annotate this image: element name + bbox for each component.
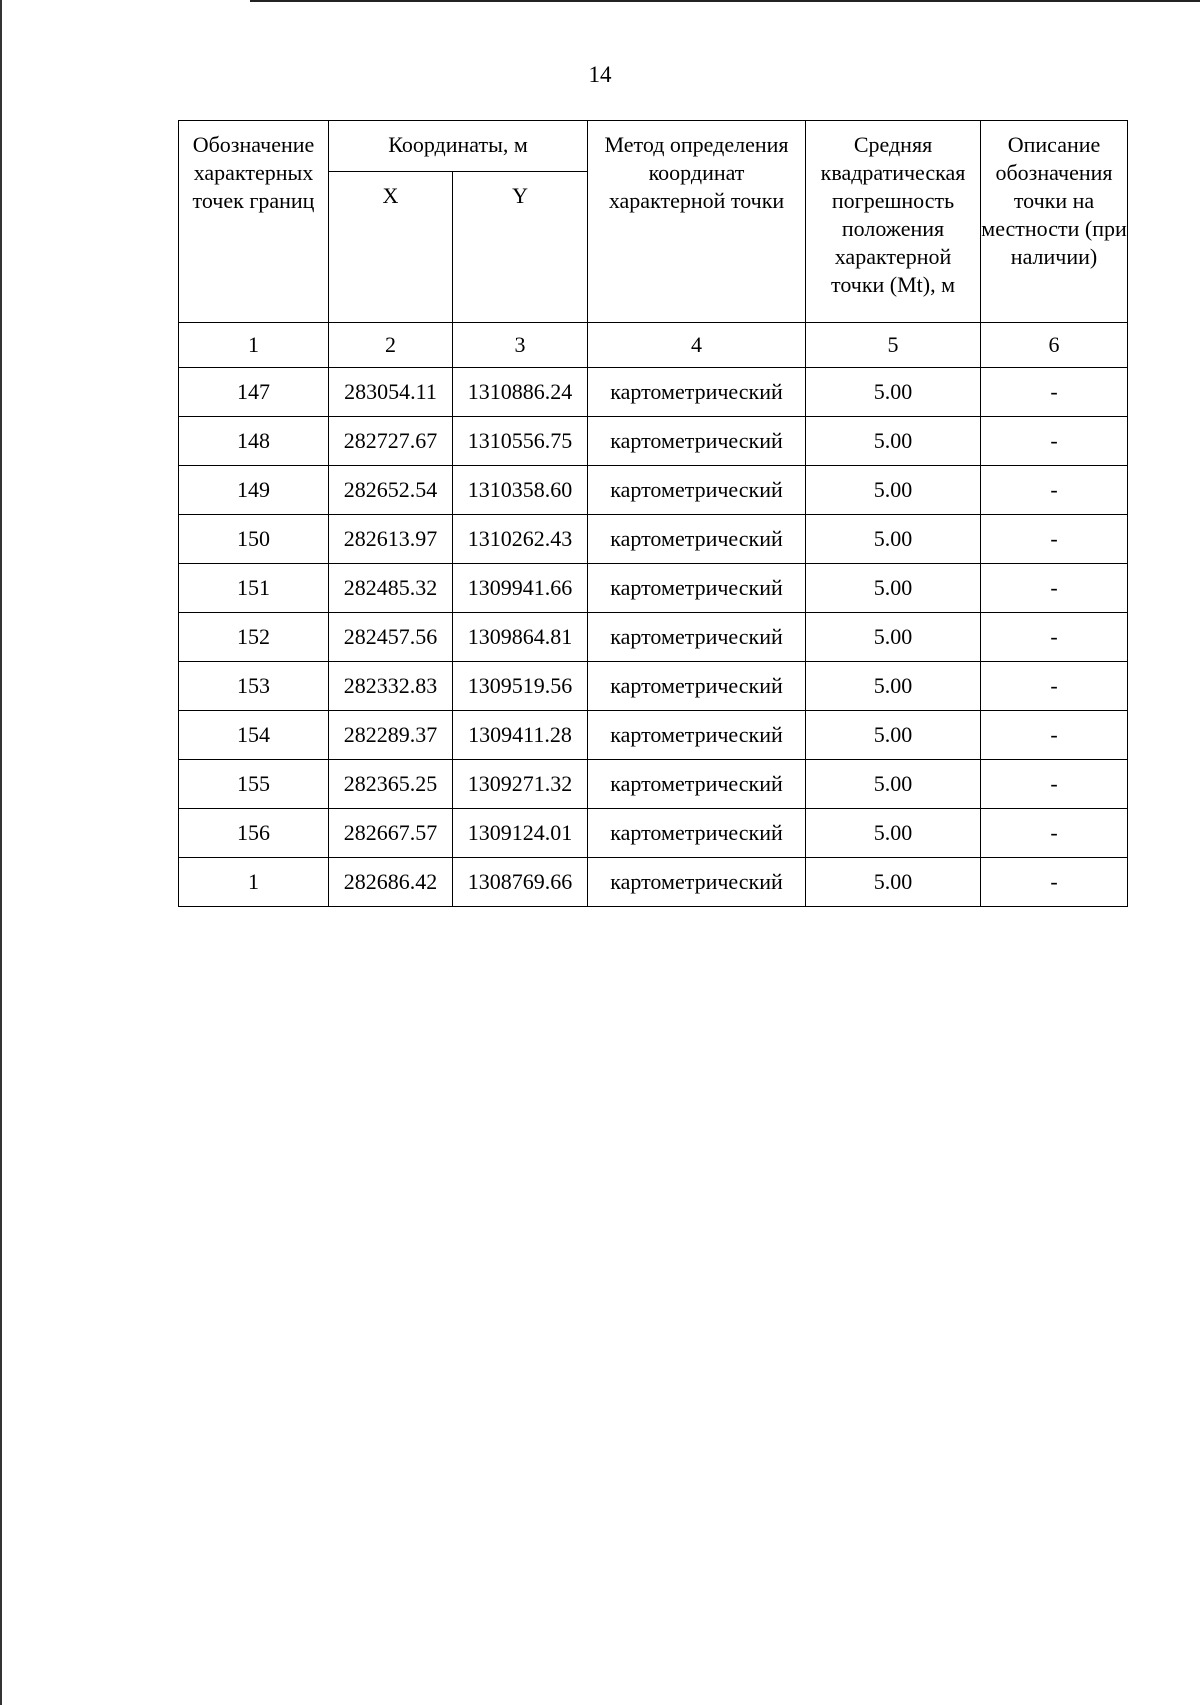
x-coordinate-cell: 282365.25 [329,760,453,809]
y-coordinate-cell: 1309941.66 [453,564,588,613]
table-body [179,368,1128,907]
method-cell: картометрический [588,760,806,809]
point-cell: 1 [179,858,329,907]
point-cell: 153 [179,662,329,711]
scan-edge-top [250,0,1200,2]
header-x: X [329,172,453,323]
error-cell: 5.00 [806,564,981,613]
y-coordinate-cell: 1309124.01 [453,809,588,858]
y-coordinate-cell: 1310262.43 [453,515,588,564]
error-cell: 5.00 [806,417,981,466]
method-cell: картометрический [588,417,806,466]
table-row [179,662,1128,711]
table-row [179,515,1128,564]
table-row [179,564,1128,613]
method-cell: картометрический [588,858,806,907]
error-cell: 5.00 [806,466,981,515]
description-cell: - [981,760,1128,809]
column-number-row [179,323,1128,368]
description-cell: - [981,613,1128,662]
description-cell: - [981,711,1128,760]
point-cell: 151 [179,564,329,613]
header-error: Средняя квадратическая погрешность положения характерной точки (Mt), м [806,121,981,323]
point-cell: 154 [179,711,329,760]
x-coordinate-cell: 282289.37 [329,711,453,760]
column-number: 1 [179,323,329,368]
column-number: 6 [981,323,1128,368]
y-coordinate-cell: 1309864.81 [453,613,588,662]
method-cell: картометрический [588,662,806,711]
header-y: Y [453,172,588,323]
description-cell: - [981,466,1128,515]
point-cell: 152 [179,613,329,662]
table-row [179,809,1128,858]
column-number: 4 [588,323,806,368]
column-number: 3 [453,323,588,368]
error-cell: 5.00 [806,858,981,907]
x-coordinate-cell: 282457.56 [329,613,453,662]
error-cell: 5.00 [806,515,981,564]
table-row [179,711,1128,760]
coordinates-table [178,120,1128,907]
x-coordinate-cell: 282652.54 [329,466,453,515]
method-cell: картометрический [588,711,806,760]
description-cell: - [981,662,1128,711]
column-number: 2 [329,323,453,368]
point-cell: 149 [179,466,329,515]
description-cell: - [981,368,1128,417]
error-cell: 5.00 [806,613,981,662]
description-cell: - [981,809,1128,858]
description-cell: - [981,858,1128,907]
x-coordinate-cell: 282686.42 [329,858,453,907]
method-cell: картометрический [588,809,806,858]
y-coordinate-cell: 1310886.24 [453,368,588,417]
y-coordinate-cell: 1309519.56 [453,662,588,711]
table-row [179,858,1128,907]
method-cell: картометрический [588,613,806,662]
method-cell: картометрический [588,466,806,515]
x-coordinate-cell: 282332.83 [329,662,453,711]
error-cell: 5.00 [806,809,981,858]
error-cell: 5.00 [806,760,981,809]
point-cell: 155 [179,760,329,809]
x-coordinate-cell: 282613.97 [329,515,453,564]
error-cell: 5.00 [806,662,981,711]
method-cell: картометрический [588,515,806,564]
description-cell: - [981,564,1128,613]
point-cell: 147 [179,368,329,417]
description-cell: - [981,515,1128,564]
y-coordinate-cell: 1310358.60 [453,466,588,515]
table-row [179,417,1128,466]
scan-edge-left [0,0,2,1705]
description-cell: - [981,417,1128,466]
header-designation: Обозначение характерных точек границ [179,121,329,323]
x-coordinate-cell: 283054.11 [329,368,453,417]
header-method: Метод определения координат характерной точки [588,121,806,323]
point-cell: 148 [179,417,329,466]
method-cell: картометрический [588,564,806,613]
y-coordinate-cell: 1310556.75 [453,417,588,466]
x-coordinate-cell: 282667.57 [329,809,453,858]
page-number: 14 [588,62,612,87]
error-cell: 5.00 [806,711,981,760]
table-row [179,613,1128,662]
x-coordinate-cell: 282727.67 [329,417,453,466]
header-description: Описание обозначения точки на местности (при наличии) [981,121,1128,323]
table-row [179,466,1128,515]
point-cell: 156 [179,809,329,858]
y-coordinate-cell: 1309411.28 [453,711,588,760]
table-row [179,368,1128,417]
y-coordinate-cell: 1309271.32 [453,760,588,809]
point-cell: 150 [179,515,329,564]
error-cell: 5.00 [806,368,981,417]
table-row [179,760,1128,809]
method-cell: картометрический [588,368,806,417]
x-coordinate-cell: 282485.32 [329,564,453,613]
header-coordinates: Координаты, м [329,121,588,172]
y-coordinate-cell: 1308769.66 [453,858,588,907]
column-number: 5 [806,323,981,368]
